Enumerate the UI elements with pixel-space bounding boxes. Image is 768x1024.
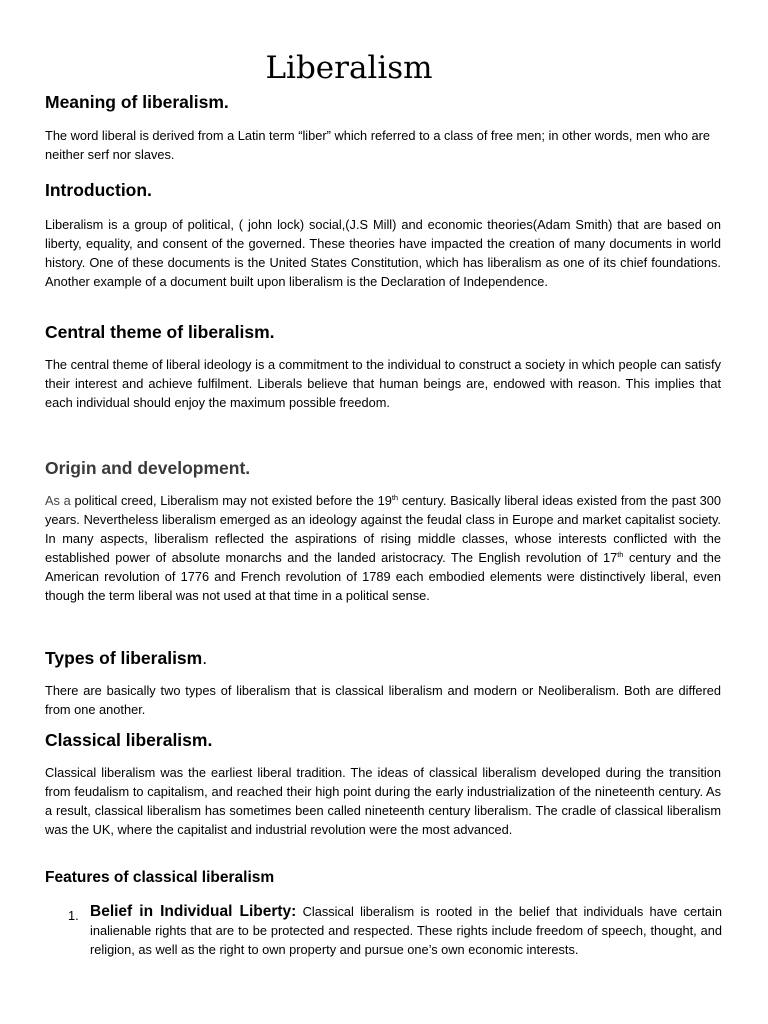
list-item-title: Belief in Individual Liberty: <box>90 903 297 920</box>
paragraph-introduction: Liberalism is a group of political, ( john lock) social,(J.S Mill) and economic theories(Adam Smith) that are based on liberty, equality, and consent of the governed. These theories have impacted the creation of many documents in world history. One of these documents is the United States Constitution, which has liberalism as one of its chief foundations. Another example of a document built upon liberalism is the Declaration of Independence. <box>45 217 721 289</box>
paragraph-classical: Classical liberalism was the earliest liberal tradition. The ideas of classical liberalism developed during the transition from feudalism to capitalism, and reached their high point during the early industrialization of the nineteenth century. As a result, classical liberalism has sometimes been called nineteenth century liberalism. The cradle of classical liberalism was the UK, where the capitalist and industrial revolution were the most advanced. <box>45 765 721 837</box>
heading-types <box>45 648 207 669</box>
heading-features: Features of classical liberalism <box>45 869 275 886</box>
origin-text-c: century and the American revolution of 1776 and French revolution of 1789 each embodied elements were distinctively liberal, even though the term liberal was not used at that time in a political sense. <box>45 550 721 603</box>
list-item <box>90 902 722 959</box>
paragraph-meaning: The word liberal is derived from a Latin term “liber” which referred to a class of free men; in other words, men who are neither serf nor slaves. <box>45 128 711 162</box>
heading-meaning: Meaning of liberalism. <box>45 92 229 112</box>
document-title: Liberalism <box>265 50 433 86</box>
origin-text-a: political creed, Liberalism may not existed before the 19 <box>70 493 392 508</box>
list-item-number: 1. <box>68 908 79 923</box>
paragraph-central-theme: The central theme of liberal ideology is a commitment to the individual to construct a society in which people can satisfy their interest and achieve fulfilment. Liberals believe that human beings are, endowed with reason. This implies that each individual should enjoy the maximum possible freedom. <box>45 357 721 410</box>
heading-classical: Classical liberalism. <box>45 730 213 750</box>
paragraph-types: There are basically two types of liberalism that is classical liberalism and modern or Neoliberalism. Both are differed from one another. <box>45 683 721 717</box>
heading-types-text: Types of liberalism <box>45 648 203 668</box>
origin-lead-text: As a <box>45 493 71 508</box>
origin-text-b: century. Basically liberal ideas existed from the past 300 years. Nevertheless liberalism emerged as an ideology against the feudal class in Europe and market capitalist society. In many aspects, liberalism reflected the aspirations of rising middle classes, whose interests conflicted with the established power of absolute monarchs and the landed aristocracy. The English revolution of 17 <box>45 493 722 565</box>
origin-superscript-a: th <box>391 493 399 502</box>
heading-central-theme: Central theme of liberalism. <box>45 322 275 342</box>
list-item-text: Classical liberalism is rooted in the belief that individuals have certain inalienable rights that are to be protected and respected. These rights include freedom of speech, thought, and religion, as well as the right to own property and pursue one’s own economic interests. <box>90 904 722 957</box>
paragraph-origin <box>45 491 721 605</box>
heading-introduction: Introduction. <box>45 180 152 200</box>
heading-origin: Origin and development. <box>45 458 251 478</box>
heading-types-period: . <box>202 648 208 668</box>
origin-superscript-b: th <box>617 550 624 559</box>
